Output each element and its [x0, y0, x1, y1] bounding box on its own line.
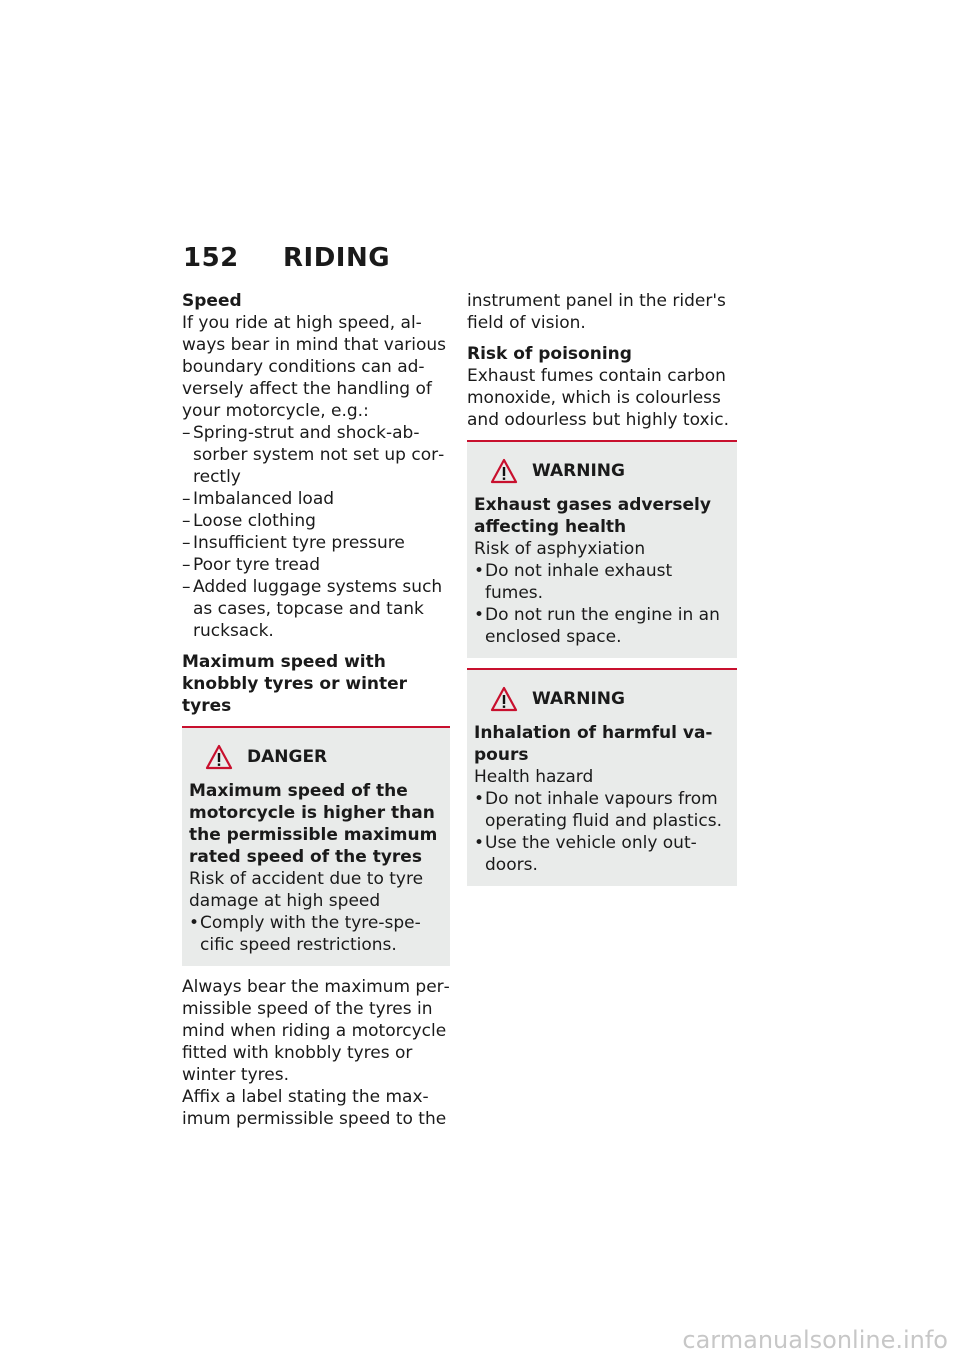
danger-actions [189, 912, 442, 956]
list-item: • Do not run the engine in an enclosed space. [474, 604, 729, 648]
list-item: • Do not inhale vapours from operating fluid and plastics. [474, 788, 729, 832]
speed-text: If you ride at high speed, always bear in mind that various boundary conditions can adversely affect the handling of your motorcycle, e.g.: [182, 313, 447, 421]
continued-text: instrument panel in the rider's field of vision. [467, 291, 726, 333]
left-column [182, 290, 450, 1130]
danger-title: Maximum speed of the motorcycle is higher than the permissible maximum rated speed of the tyres [189, 781, 438, 867]
list-item: – Imbalanced load [182, 488, 450, 510]
warning-label: WARNING [532, 461, 625, 481]
warning-consequence: Health hazard [474, 767, 594, 787]
warning-header [490, 458, 729, 484]
warning-title: Exhaust gases adversely affecting health [474, 495, 711, 537]
danger-box [182, 728, 450, 966]
warning-actions [474, 560, 729, 648]
list-item: – Insufficient tyre pressure [182, 532, 450, 554]
list-item: • Do not inhale exhaust fumes. [474, 560, 729, 604]
danger-header [205, 744, 442, 770]
poison-heading: Risk of poisoning [467, 344, 632, 364]
warning-title: Inhalation of harmful vapours [474, 723, 713, 765]
watermark: carmanualsonline.info [682, 1326, 948, 1354]
warning-triangle-icon [205, 744, 233, 770]
right-column [467, 290, 737, 896]
warning-actions [474, 788, 729, 876]
knobbly-heading: Maximum speed with knobbly tyres or winter tyres [182, 652, 408, 716]
list-item: – Loose clothing [182, 510, 450, 532]
poison-text: Exhaust fumes contain carbon monoxide, which is colourless and odourless but highly toxic. [467, 366, 730, 430]
warning-box-vapours [467, 670, 737, 886]
list-item: – Poor tyre tread [182, 554, 450, 576]
list-item: – Added luggage systems such as cases, topcase and tank rucksack. [182, 576, 450, 642]
list-item: • Use the vehicle only outdoors. [474, 832, 729, 876]
list-item: – Spring-strut and shock-absorber system not set up correctly [182, 422, 450, 488]
conditions-list [182, 422, 450, 642]
page-header [183, 243, 390, 273]
page-number: 152 [183, 243, 239, 273]
after-text-1: Always bear the maximum permissible speed of the tyres in mind when riding a motorcycle fitted with knobbly tyres or winter tyres. [182, 977, 450, 1085]
warning-header [490, 686, 729, 712]
after-text-2: Affix a label stating the maximum permissible speed to the [182, 1087, 447, 1129]
warning-box-exhaust [467, 442, 737, 658]
warning-label: WARNING [532, 689, 625, 709]
warning-triangle-icon [490, 458, 518, 484]
danger-label: DANGER [247, 747, 328, 767]
speed-heading: Speed [182, 291, 242, 311]
danger-consequence: Risk of accident due to tyre damage at high speed [189, 869, 424, 911]
warning-consequence: Risk of asphyxiation [474, 539, 646, 559]
section-title: RIDING [283, 243, 391, 273]
warning-triangle-icon [490, 686, 518, 712]
list-item: • Comply with the tyre-specific speed restrictions. [189, 912, 442, 956]
